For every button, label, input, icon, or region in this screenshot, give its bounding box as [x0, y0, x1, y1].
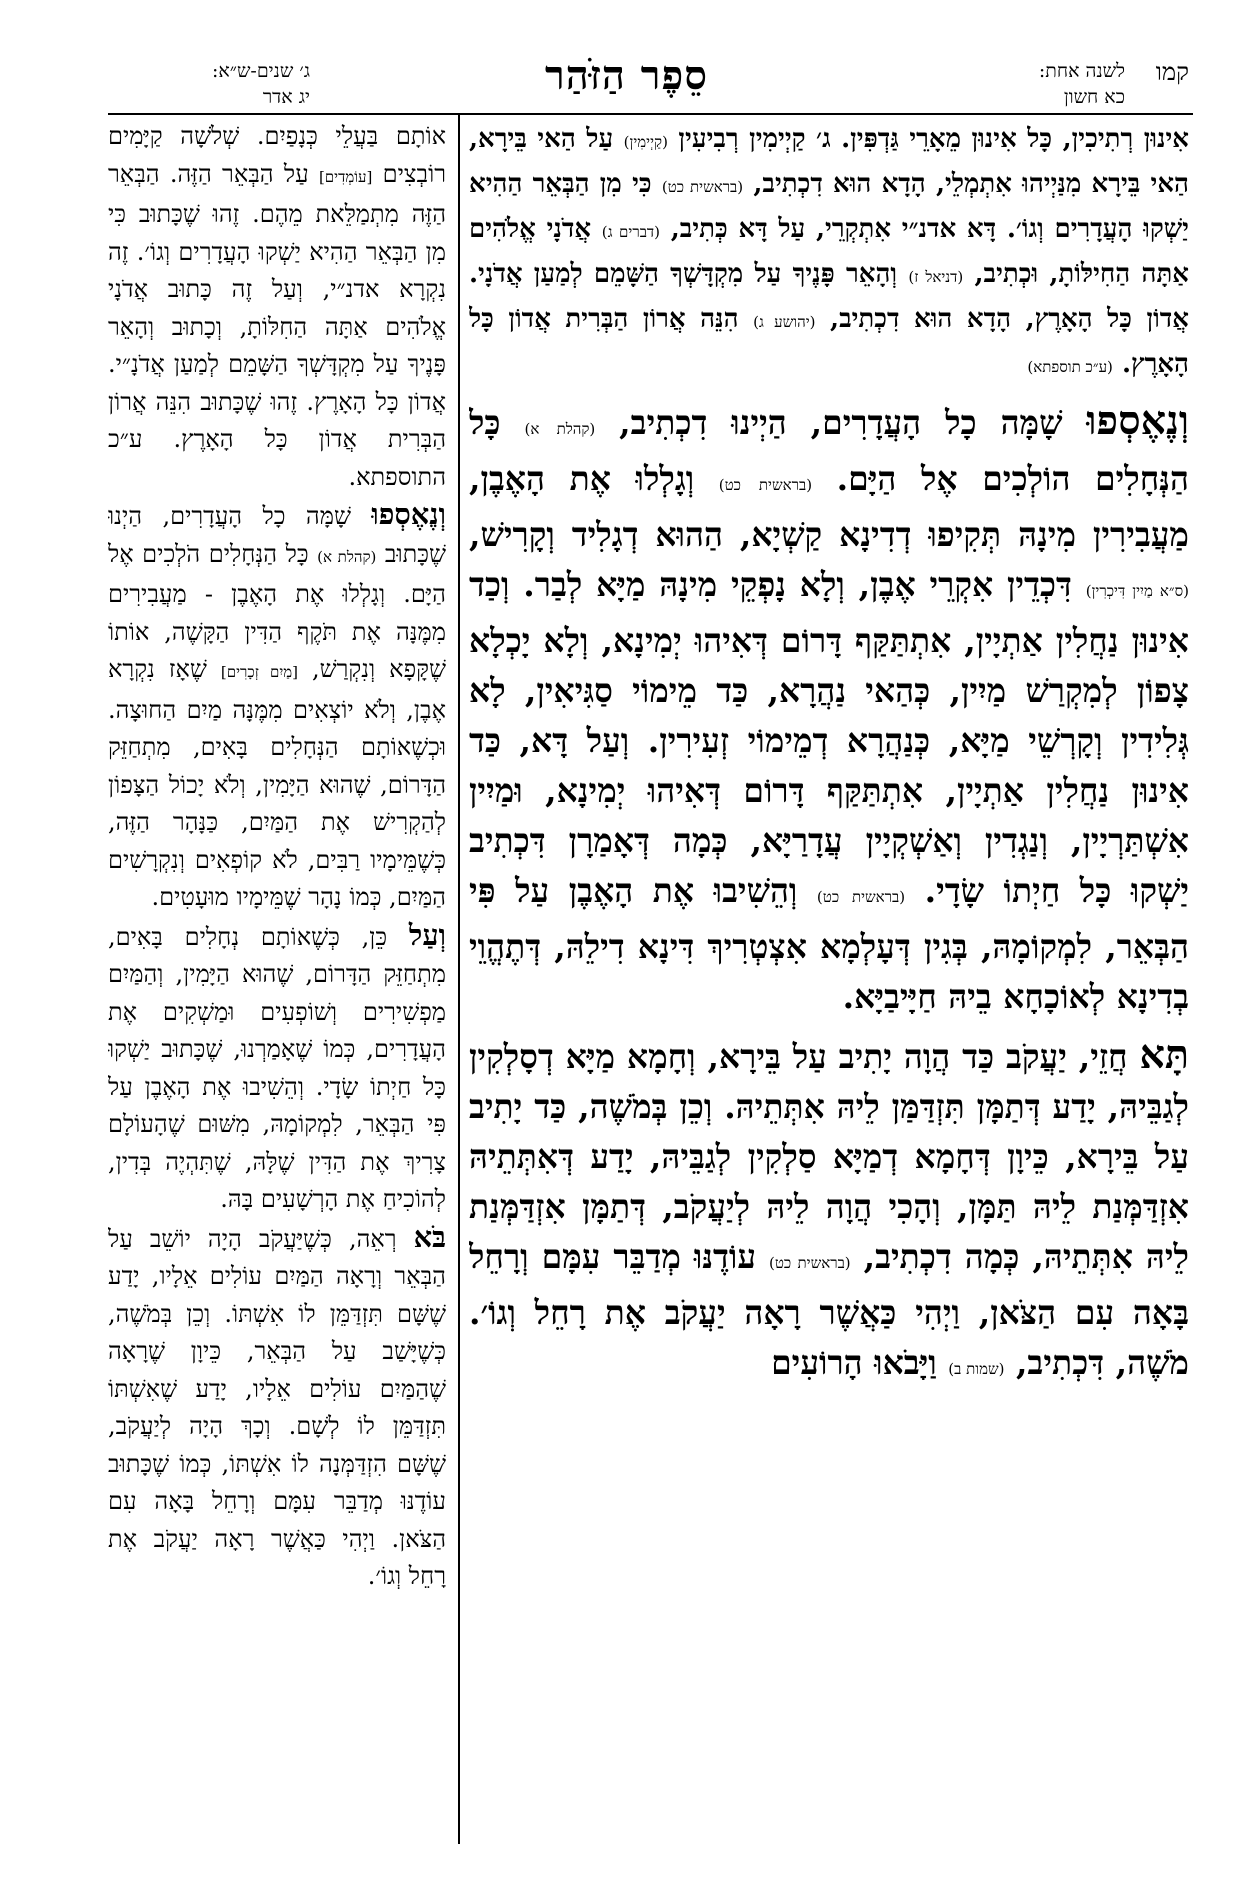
paragraph-text: וְגָלְלוּ אֶת הָאֶבֶן, מַעֲבִירִין מִינָהּ תְּקִיפוּ דְדִינָא קַשְׁיָא, הַהוּא דְגָלִיד וְקָרִישׁ,: [469, 459, 1189, 554]
source-reference: (קהלת א): [524, 420, 596, 438]
column-divider: [458, 113, 460, 1844]
source-reference: (שמות ב): [948, 1360, 1005, 1378]
source-reference: [עוֹמְדִים]: [318, 167, 373, 186]
paragraph-text: אוֹתָם בַּעֲלֵי כְּנָפַיִם. שְׁלֹשָׁה קַיָּמִים רוֹבְצִים: [108, 122, 446, 188]
main-paragraph-tosefta: [469, 118, 1189, 388]
paragraph-text: אִינוּן רְתִיכִין, כָּל אִינוּן מֵאָרֵי גַּדְפִּין. ג׳ קַיְימִין רְבִיעִין: [667, 124, 1189, 154]
source-reference: (יהושע ג): [753, 313, 816, 331]
schedule-one-year-label: לשנה אחת:: [1038, 60, 1125, 82]
paragraph-text: הִנֵּה אֲרוֹן הַבְּרִית אֲדוֹן כָּל הָאָרֶץ.: [469, 304, 1189, 379]
source-reference: (דברים ג): [601, 223, 661, 241]
header-reading-schedule-left: [110, 58, 310, 108]
paragraph-text: עַל הַאי בֵּירָא, הַאי בֵּירָא מִנַּיְיהוּ אִתְמְלֵי, הָדָא הוּא דִכְתִיב,: [469, 124, 1189, 199]
paragraph-text: בֹּא רְאֵה, כְּשֶׁיַּעֲקֹב הָיָה יוֹשֵׁב עַל הַבְּאֵר וְרָאָה הַמַּיִם עוֹלִים אֵלָיו, יָדַע שֶׁשָּׁם תִּזְדַּמֵּן לוֹ אִשְׁתּוֹ. וְכֵן בְּמֹשֶׁה, כְּשֶׁיָּשַׁב עַל הַבְּאֵר, כֵּיוָן שֶׁרָאָה שֶׁהַמַּיִם עוֹלִים אֵלָיו, יָדַע שֶׁאִשְׁתּוֹ תִּזְדַּמֵּן לוֹ לְשָׁם. וְכָךְ הָיָה לְיַעֲקֹב, שֶׁשָּׁם הִזְדַּמְּנָה לוֹ אִשְׁתּוֹ, כְּמוֹ שֶׁכָּתוּב עוֹדֶנּוּ מְדַבֵּר עִמָּם וְרָחֵל בָּאָה עִם הַצֹּאן. וַיְהִי כַּאֲשֶׁר רָאָה יַעֲקֹב אֶת רָחֵל וְגוֹ׳.: [108, 1219, 446, 1590]
paragraph-text: וַיָּבֹאוּ הָרוֹעִים: [771, 1343, 949, 1382]
paragraph-lead-word: וְעַל: [408, 917, 446, 952]
paragraph-text: עוֹדֶנּוּ מְדַבֵּר עִמָּם וְרָחֵל בָּאָה עִם הַצֹּאן, וַיְהִי כַּאֲשֶׁר רָאָה יַעֲקֹב אֶת רָחֵל וְגוֹ׳. מֹשֶׁה, דִּכְתִיב,: [469, 1237, 1189, 1382]
paragraph-text: שֶׁאָז נִקְרָא אֶבֶן, וְלֹא יוֹצְאִים מִמֶּנָּה מַיִם הַחוּצָה. וּכְשֶׁאוֹתָם הַנְּחָלִים בָּאִים, מִתְחַזֵּק הַדָּרוֹם, שֶׁהוּא הַיָּמִין, וְלֹא יָכוֹל הַצָּפוֹן לְהַקְרִישׁ אֶת הַמַּיִם, כַּנָּהָר הַזֶּה, כְּשֶׁמֵּימָיו רַבִּים, לֹא קוֹפְאִים וְנִקְרָשִׁים הַמַּיִם, כְּמוֹ נָהָר שֶׁמֵּימָיו מוּעָטִים.: [108, 655, 446, 911]
source-reference: (בראשית כט): [816, 888, 906, 906]
paragraph-text: תָּא חֲזֵי, יַעֲקֹב כַּד הֲוָה יָתִיב עַל בֵּירָא, וְחָמָא מַיָּא דְסָלְקִין לְגַבֵּיהּ, יָדַע דְּתַמָּן תִּזְדַּמַּן לֵיהּ אִתְּתֵיהּ. וְכֵן בְּמֹשֶׁה, כַּד יָתִיב עַל בֵּירָא, כֵּיוָן דְּחָמָא דְמַיָּא סַלְקִין לְגַבֵּיהּ, יָדַע דְּאִתְּתֵיהּ אִזְדַּמְּנַת לֵיהּ תַּמָּן, וְהָכִי הֲוָה לֵיהּ לְיַעֲקֹב, דְּתַמָּן אִזְדַּמְּנַת לֵיהּ אִתְּתֵיהּ, כְּמָה דִכְתִיב,: [469, 1032, 1189, 1276]
paragraph-text: וְהָאֵר פָּנֶיךָ עַל מִקְדָּשְׁךָ הַשָּׁמֵם לְמַעַן אֲדֹנָי. אֲדוֹן כָּל הָאָרֶץ, הָדָא הוּא דִכְתִיב,: [469, 259, 1189, 334]
side-paragraph-2: [108, 496, 446, 917]
side-paragraph-3: [108, 917, 446, 1219]
book-title: סֵפֶר הַזּׂהַר: [545, 52, 708, 99]
source-reference: (ע״כ תוספתא): [1027, 358, 1113, 376]
source-reference: [מַיִם זְכָרִים]: [220, 663, 299, 681]
paragraph-lead-word: וְנֶאֶסְפוּ: [371, 497, 446, 531]
source-reference: (בראשית כט): [661, 178, 744, 196]
paragraph-text: וְהֵשִׁיבוּ אֶת הָאֶבֶן עַל פִּי הַבְּאֵר, לִמְקוֹמָהּ, בְּגִין דְּעָלְמָא אִצְטְרִיךְ דִּינָא דִילֵהּ, דְּתֶהֱוֵי בְדִינָא לְאוֹכָחָא בֵיהּ חַיָּיבַיָּא.: [469, 871, 1189, 1016]
paragraph-text: וְנֶאֶסְפוּ שָׁמָּה כָל הָעֲדָרִים, הַיְינוּ דִכְתִיב,: [595, 398, 1189, 444]
paragraph-text: וְעַל כֵּן, כְּשֶׁאוֹתָם נְחָלִים בָּאִים, מִתְחַזֵּק הַדָּרוֹם, שֶׁהוּא הַיָּמִין, וְהַמַּיִם מַפְשִׁירִים וְשׁוֹפְעִים וּמַשְׁקִים אֶת הָעֲדָרִים, כְּמוֹ שֶׁאָמַרְנוּ, שֶׁכָּתוּב יַשְׁקוּ כָּל חַיְתוֹ שָׂדָי. וְהֵשִׁיבוּ אֶת הָאֶבֶן עַל פִּי הַבְּאֵר, לִמְקוֹמָהּ, מִשּׁוּם שֶׁהָעוֹלָם צָרִיךְ אֶת הַדִּין שֶׁלָּהּ, שֶׁתִּהְיֶה בְּדִין, לְהוֹכִיחַ אֶת הָרְשָׁעִים בָּהּ.: [108, 917, 446, 1213]
paragraph-text: כָּל הַנְּחָלִים הֹלְכִים אֶל הַיָּם. וְגָלְלוּ אֶת הָאֶבֶן - מַעֲבִירִים מִמֶּנָּה אֶת תֹּקֶף הַדִּין הַקָּשֶׁה, אוֹתוֹ שֶׁקָּפָא וְנִקְרַשׁ,: [108, 539, 446, 683]
header-divider: [108, 113, 1193, 115]
source-reference: (בראשית כט): [718, 476, 813, 494]
source-reference: (בראשית כט): [769, 1254, 851, 1272]
schedule-one-year-date: כא חשון: [1063, 86, 1125, 108]
side-paragraph-4: [108, 1219, 446, 1596]
main-paragraph-gathered-flocks: [469, 396, 1189, 1022]
page-number: קמו: [1155, 58, 1189, 86]
paragraph-text: דִּכְדֵין אִקְרֵי אֶבֶן, וְלָא נָפְקֵי מִינָהּ מַיָּא לְבַר. וְכַד אִינוּן נַחֲלִין אַתְיָין, אִתְתַּקַּף דָּרוֹם דְּאִיהוּ יְמִינָא, וְלָא יָכְלָא צָפוֹן לְמִקְרַשׁ מַיִין, כְּהַאי נַהֲרָא, כַּד מֵימוֹי סַגִּיאִין, לָא גְּלִידִין וְקָרְשֵׁי מַיָּא, כְּנַהֲרָא דְמֵימוֹי זְעִירִין. וְעַל דָּא, כַּד אִינוּן נַחֲלִין אַתְיָין, אִתְתַּקַּף דָּרוֹם דְּאִיהוּ יְמִינָא, וּמַיִין אִשְׁתַּרְיָין, וְנַגְדִין וְאַשְׁקְיָין עֲדָרַיָּא, כְּמָה דְּאָמַרָן דִּכְתִיב יַשְׁקוּ כָּל חַיְתוֹ שָׂדָי.: [469, 565, 1189, 910]
paragraph-text: כָּל הַנְּחָלִים הוֹלְכִים אֶל הַיָּם.: [469, 403, 1189, 498]
schedule-three-year-label: ג׳ שנים-ש״א:: [211, 60, 310, 82]
paragraph-text: אֲדֹנָי אֱלֹהִים אַתָּה הַחִילּוֹתָ, וּכְתִיב,: [469, 214, 1189, 289]
side-paragraph-1: [108, 118, 446, 496]
source-reference: (קהלת א): [317, 547, 377, 566]
paragraph-lead-word: וְנֶאֶסְפוּ: [1086, 398, 1189, 444]
source-reference: (ס״א מַיִין דִּיכְרִין): [1085, 582, 1189, 600]
source-reference: (דניאל ז): [908, 268, 964, 286]
source-reference: (קַיְימִין): [623, 133, 668, 151]
paragraph-text: כִּי מִן הַבְּאֵר הַהִיא יַשְׁקוּ הָעֲדָרִים וְגוֹ׳. דָּא אדנ״י אִתְקְרֵי, עַל דָּא כְּתִיב,: [469, 169, 1189, 244]
header-reading-schedule-right: [935, 58, 1125, 108]
paragraph-text: עַל הַבְּאֵר הַזֶּה. הַבְּאֵר הַזֶּה מִתְמַלֵּאת מֵהֶם. זֶהוּ שֶׁכָּתוּב כִּי מִן הַבְּאֵר הַהִיא יַשְׁקוּ הָעֲדָרִים וְגוֹ׳. זֶה נִקְרָא אדנ״י, וְעַל זֶה כָּתוּב אֲדֹנָי אֱלֹהִים אַתָּה הַחִלּוֹתָ, וְכָתוּב וְהָאֵר פָּנֶיךָ עַל מִקְדָּשְׁךָ הַשָּׁמֵם לְמַעַן אֲדֹנָ״י. אֲדוֹן כָּל הָאָרֶץ. זֶהוּ שֶׁכָּתוּב הִנֵּה אֲרוֹן הַבְּרִית אֲדוֹן כָּל הָאָרֶץ. ע״כ התוספתא.: [108, 159, 446, 491]
main-paragraph-come-see: [469, 1030, 1189, 1394]
paragraph-text: וְנֶאֶסְפוּ שָׁמָּה כָל הָעֲדָרִים, הַיְנוּ שֶׁכָּתוּב: [108, 497, 446, 568]
hebrew-translation-column: [108, 118, 446, 1844]
paragraph-lead-word: תָּא: [1139, 1032, 1189, 1078]
aramaic-main-column: [469, 118, 1189, 1844]
schedule-three-year-date: יג אדר: [262, 86, 310, 108]
paragraph-lead-word: בֹּא: [413, 1219, 446, 1254]
